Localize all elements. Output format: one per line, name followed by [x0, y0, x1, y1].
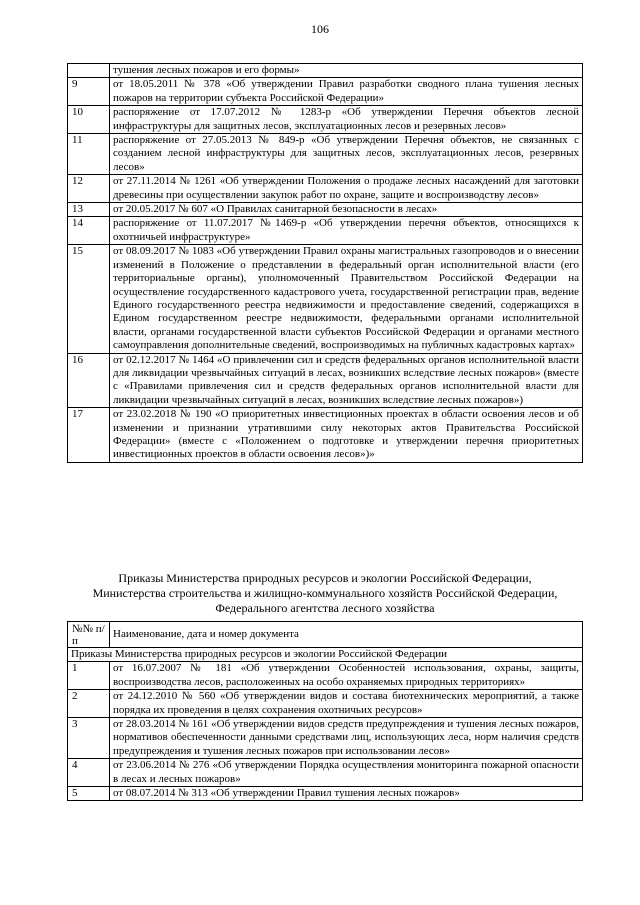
table-row [68, 690, 583, 718]
row-number-cell: 11 [68, 134, 110, 175]
table-subheading-row [68, 648, 583, 662]
government-decrees-body [68, 64, 583, 463]
table-row [68, 106, 583, 134]
ministry-orders-table [67, 621, 583, 801]
table-row [68, 787, 583, 801]
table-row [68, 134, 583, 175]
row-document-cell: распоряжение от 27.05.2013 № 849-р «Об утверждении Перечня объектов, не связанных с созданием лесной инфраструктуры для защитных лесов, эксплуатационных лесов, резервных лесов» [110, 134, 583, 175]
table-row [68, 759, 583, 787]
section-heading [60, 571, 590, 616]
row-number-cell: 14 [68, 217, 110, 245]
table-row [68, 245, 583, 353]
row-number-cell: 2 [68, 690, 110, 718]
table-row [68, 718, 583, 759]
table-row [68, 64, 583, 78]
row-number-cell: 5 [68, 787, 110, 801]
row-number-cell: 9 [68, 78, 110, 106]
row-document-cell: от 08.09.2017 № 1083 «Об утверждении Правил охраны магистральных газопроводов и о внесении изменений в Положение о представлении в федеральный орган исполнительной власти (его территориальные органы), уполномоченный Правительством Российской Федерации на осуществление государственного кадастрового учета, государственной регистрации прав, ведение Единого государственного реестра недвижимости и предоставление сведений, содержащихся в Едином государственном реестре недвижимости, федеральными органами исполнительной власти, органами государственной власти субъектов Российской Федерации и органами местного самоуправления дополнительные сведений, воспроизводимых на публичных кадастровых картах» [110, 245, 583, 353]
row-document-cell: от 16.07.2007 № 181 «Об утверждении Особенностей использования, охраны, защиты, воспроизводства лесов, расположенных на особо охраняемых природных территориях» [110, 662, 583, 690]
table-row [68, 203, 583, 217]
row-document-cell: от 28.03.2014 № 161 «Об утверждении видов средств предупреждения и тушения лесных пожаров, нормативов обеспеченности данными средствами лиц, использующих леса, норм наличия средств предупреждения и тушения лесных пожаров при использовании лесов» [110, 718, 583, 759]
table-row [68, 408, 583, 463]
row-document-cell: от 08.07.2014 № 313 «Об утверждении Правил тушения лесных пожаров» [110, 787, 583, 801]
row-number-cell: 16 [68, 353, 110, 408]
row-number-cell: 13 [68, 203, 110, 217]
table-row [68, 78, 583, 106]
row-number-cell: 12 [68, 175, 110, 203]
row-number-cell: 1 [68, 662, 110, 690]
table-header-row [68, 622, 583, 648]
row-number-cell [68, 64, 110, 78]
table-row [68, 353, 583, 408]
header-title-cell: Наименование, дата и номер документа [110, 622, 583, 648]
row-number-cell: 3 [68, 718, 110, 759]
section-heading-line-3: Федерального агентства лесного хозяйства [215, 601, 435, 615]
row-number-cell: 4 [68, 759, 110, 787]
ministry-orders-body [68, 622, 583, 801]
row-document-cell: распоряжение от 17.07.2012 № 1283-р «Об утверждении Перечня объектов лесной инфраструктуры для защитных лесов, эксплуатационных лесов и резервных лесов» [110, 106, 583, 134]
page-number: 106 [311, 22, 329, 36]
row-number-cell: 15 [68, 245, 110, 353]
row-number-cell: 17 [68, 408, 110, 463]
row-document-cell: от 27.11.2014 № 1261 «Об утверждении Положения о продаже лесных насаждений для заготовки древесины при осуществлении закупок работ по охране, защите и воспроизводству лесов» [110, 175, 583, 203]
government-decrees-table [67, 63, 583, 463]
row-document-cell: от 18.05.2011 № 378 «Об утверждении Правил разработки сводного плана тушения лесных пожаров на территории субъекта Российской Федерации» [110, 78, 583, 106]
row-number-cell: 10 [68, 106, 110, 134]
section-heading-line-1: Приказы Министерства природных ресурсов и экологии Российской Федерации, [118, 571, 532, 585]
row-document-cell: тушения лесных пожаров и его формы» [110, 64, 583, 78]
subheading-cell: Приказы Министерства природных ресурсов и экологии Российской Федерации [68, 648, 583, 662]
table-row [68, 662, 583, 690]
row-document-cell: от 20.05.2017 № 607 «О Правилах санитарной безопасности в лесах» [110, 203, 583, 217]
table-row [68, 175, 583, 203]
row-document-cell: от 02.12.2017 № 1464 «О привлечении сил и средств федеральных органов исполнительной власти для ликвидации чрезвычайных ситуаций в лесах, возникших вследствие лесных пожаров» (вместе с «Правилами привлечения сил и средств федеральных органов исполнительной власти для ликвидации чрезвычайных ситуаций в лесах, возникших вследствие лесных пожаров») [110, 353, 583, 408]
row-document-cell: от 23.02.2018 № 190 «О приоритетных инвестиционных проектах в области освоения лесов и об изменении и признании утратившими силу некоторых актов Правительства Российской Федерации» (вместе с «Положением о подготовке и утверждении перечня приоритетных инвестиционных проектов в области освоения лесов»)» [110, 408, 583, 463]
row-document-cell: распоряжение от 11.07.2017 №1469-р «Об утверждении перечня объектов, относящихся к охотничьей инфраструктуре» [110, 217, 583, 245]
section-heading-line-2: Министерства строительства и жилищно-коммунального хозяйств Российской Федерации, [92, 586, 558, 600]
header-num-cell: №№ п/п [68, 622, 110, 648]
row-document-cell: от 24.12.2010 № 560 «Об утверждении видов и состава биотехнических мероприятий, а также порядка их проведения в целях сохранения охотничьих ресурсов» [110, 690, 583, 718]
row-document-cell: от 23.06.2014 № 276 «Об утверждении Порядка осуществления мониторинга пожарной опасности в лесах и лесных пожаров» [110, 759, 583, 787]
table-row [68, 217, 583, 245]
